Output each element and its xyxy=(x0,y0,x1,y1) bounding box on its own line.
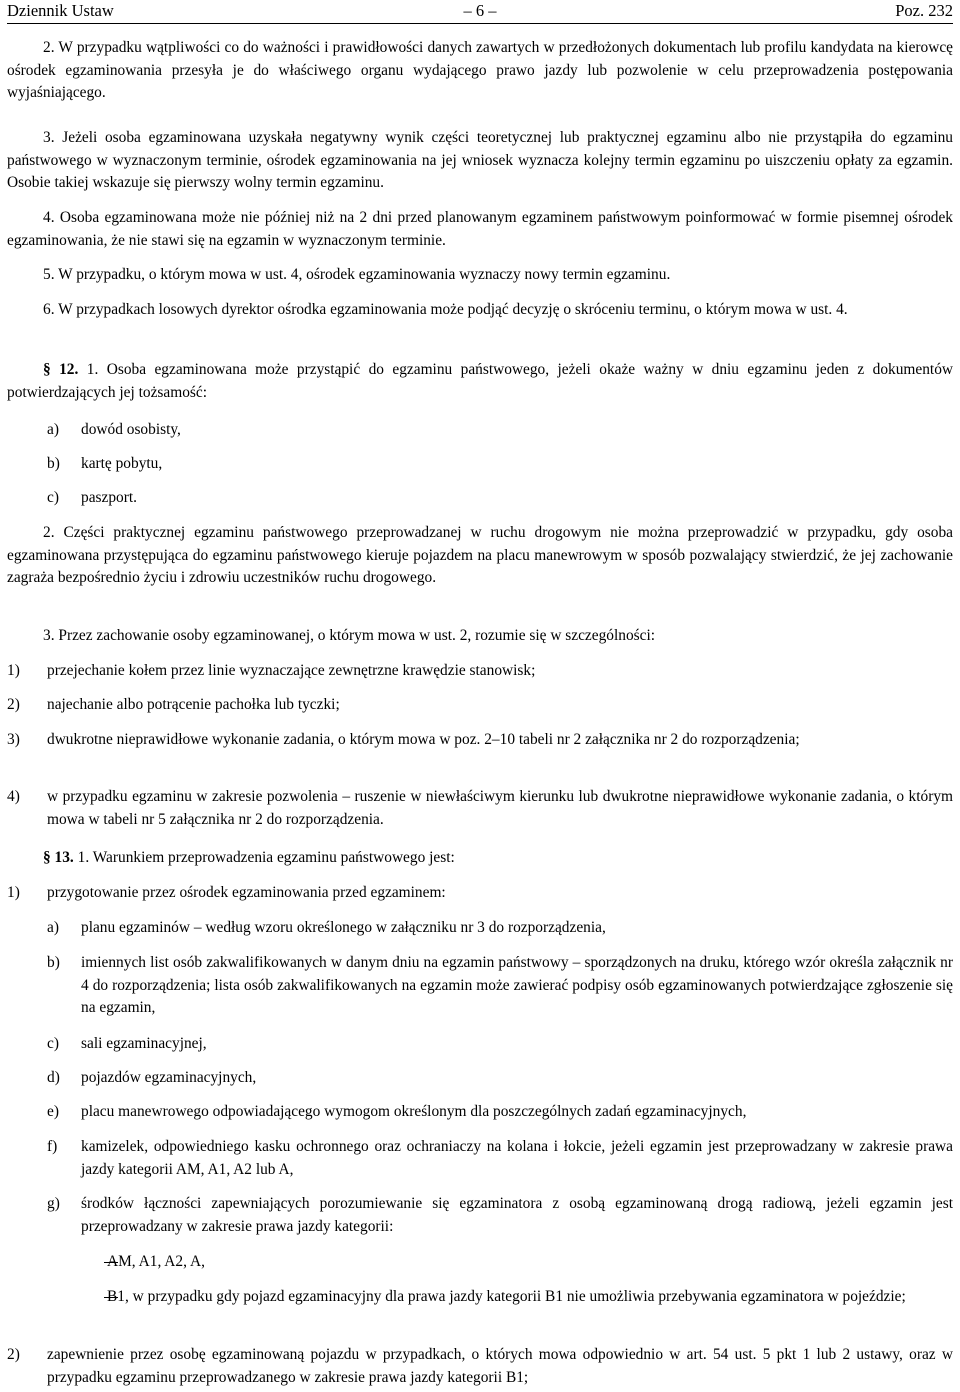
sub-item: f) kamizelek, odpowiedniego kasku ochronnego oraz ochraniaczy na kolana i łokcie, jeżeli egzamin jest przeprowadzany w zakresie prawa jazdy kategorii AM, A1, A2 lub A, xyxy=(47,1138,953,1178)
journal-name: Dziennik Ustaw xyxy=(7,1,114,20)
section-12-number: § 12. xyxy=(43,361,79,378)
paragraph-3: 3. Jeżeli osoba egzaminowana uzyskała negatywny wynik części teoretycznej lub praktycznej egzaminu albo nie przystąpiła do egzaminu państwowego w wyznaczonym terminie, ośrodek egzaminowania na jej wniosek wyznacza kolejny termin egzaminu po uiszczeniu opłaty za egzamin. Osobie takiej wskazuje się pierwszy wolny termin egzaminu. xyxy=(7,129,953,192)
section-13-number: § 13. xyxy=(43,849,74,866)
dash-mark xyxy=(104,1297,118,1298)
paragraph-2: 2. W przypadku wątpliwości co do ważności i prawidłowości danych zawartych w przedłożonych dokumentach lub profilu kandydata na kierowcę ośrodek egzaminowania przesyła je do właściwego organu wydającego prawo jazdy lub pozwolenie w celu przeprowadzenia postępowania wyjaśniającego. xyxy=(7,39,953,102)
sub-item: g) środków łączności zapewniających porozumiewanie się egzaminatora z osobą egzaminowaną drogą radiową, jeżeli egzamin jest przeprowadzany w zakresie prawa jazdy kategorii: xyxy=(47,1195,953,1235)
position-number: Poz. 232 xyxy=(895,1,953,20)
doc-item: c) paszport. xyxy=(47,489,137,506)
list-item: 4) w przypadku egzaminu w zakresie pozwolenia – ruszenie w niewłaściwym kierunku lub dwukrotne nieprawidłowe wykonanie zadania, o którym mowa w tabeli nr 5 załącznika nr 2 do rozporządzenia. xyxy=(7,788,953,828)
sub-item: b) imiennych list osób zakwalifikowanych w danym dniu na egzamin państwowy – sporządzonych na druku, którego wzór określa załącznik nr 4 do rozporządzenia; lista osób zakwalifikowanych na egzamin może zawierać podpisy osób egzaminowanych potwierdzające zgłoszenie się na egzamin, xyxy=(47,954,953,1017)
sub-item: e) placu manewrowego odpowiadającego wymogom określonym dla poszczególnych zadań egzaminacyjnych, xyxy=(47,1103,747,1120)
paragraph-4: 4. Osoba egzaminowana może nie później niż na 2 dni przed planowanym egzaminem państwowym poinformować w formie pisemnej ośrodek egzaminowania, że nie stawi się na egzamin w wyznaczonym terminie. xyxy=(7,209,953,249)
page-header xyxy=(7,0,953,22)
section-12-paragraph-1: § 12. 1. Osoba egzaminowana może przystąpić do egzaminu państwowego, jeżeli okaże ważny w dniu egzaminu jeden z dokumentów potwierdzających jej tożsamość: xyxy=(7,361,953,401)
list-item: 1) przejechanie kołem przez linie wyznaczające zewnętrzne krawędzie stanowisk; xyxy=(7,662,536,679)
paragraph-5: 5. W przypadku, o którym mowa w ust. 4, ośrodek egzaminowania wyznaczy nowy termin egzaminu. xyxy=(43,266,671,283)
list-item: 3) dwukrotne nieprawidłowe wykonanie zadania, o którym mowa w poz. 2–10 tabeli nr 2 załącznika nr 2 do rozporządzenia; xyxy=(7,731,800,748)
sub-item: c) sali egzaminacyjnej, xyxy=(47,1035,207,1052)
sub-item: a) planu egzaminów – według wzoru określonego w załączniku nr 3 do rozporządzenia, xyxy=(47,919,606,936)
list-item: 2) zapewnienie przez osobę egzaminowaną pojazdu w przypadkach, o których mowa odpowiednio w art. 54 ust. 5 pkt 1 lub 2 ustawy, oraz w przypadku egzaminu przeprowadzanego w zakresie prawa jazdy kategorii B1; xyxy=(7,1346,953,1386)
sub-item: d) pojazdów egzaminacyjnych, xyxy=(47,1069,257,1086)
list-item: 2) najechanie albo potrącenie pachołka lub tyczki; xyxy=(7,696,340,713)
dash-item: B1, w przypadku gdy pojazd egzaminacyjny dla prawa jazdy kategorii B1 nie umożliwia przebywania egzaminatora w pojeździe; xyxy=(81,1286,953,1309)
doc-item: a) dowód osobisty, xyxy=(47,421,181,438)
dash-item: AM, A1, A2, A, xyxy=(81,1251,953,1274)
doc-item: b) kartę pobytu, xyxy=(47,455,163,472)
section-12-paragraph-2: 2. Części praktycznej egzaminu państwowego przeprowadzanej w ruchu drogowym nie można przeprowadzić w przypadku, gdy osoba egzaminowana przystępująca do egzaminu państwowego kieruje pojazdem na placu manewrowym w sposób pozwalający stwierdzić, że jej zachowanie zagraża bezpośrednio życiu i zdrowiu uczestników ruchu drogowego. xyxy=(7,524,953,587)
page-number: – 6 – xyxy=(463,1,497,20)
section-13-paragraph-1: § 13. 1. Warunkiem przeprowadzenia egzaminu państwowego jest: xyxy=(43,849,455,866)
header-rule xyxy=(7,23,953,24)
dash-mark xyxy=(104,1262,118,1263)
paragraph-6: 6. W przypadkach losowych dyrektor ośrodka egzaminowania może podjąć decyzję o skróceniu terminu, o którym mowa w ust. 4. xyxy=(43,301,848,318)
list-item: 1) przygotowanie przez ośrodek egzaminowania przed egzaminem: xyxy=(7,884,446,901)
section-12-paragraph-3: 3. Przez zachowanie osoby egzaminowanej, o którym mowa w ust. 2, rozumie się w szczególności: xyxy=(43,627,656,644)
